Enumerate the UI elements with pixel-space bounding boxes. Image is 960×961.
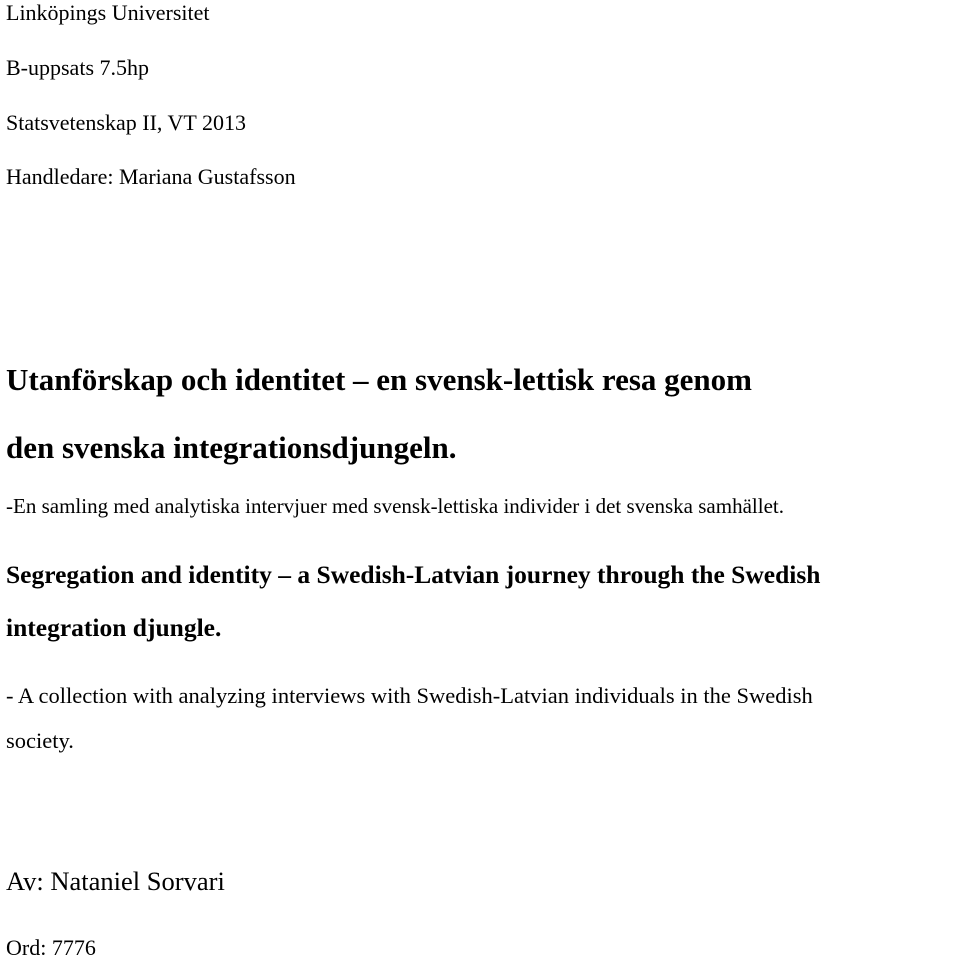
course-name: Statsvetenskap II, VT 2013	[6, 110, 246, 135]
university-name: Linköpings Universitet	[6, 0, 210, 25]
author: Av: Nataniel Sorvari	[6, 866, 225, 896]
english-title-line-2: integration djungle.	[6, 613, 222, 642]
supervisor: Handledare: Mariana Gustafsson	[6, 164, 296, 189]
english-subtitle-line-1: - A collection with analyzing interviews with Swedish-Latvian individuals in the Swedish	[6, 683, 813, 708]
english-subtitle-line-2: society.	[6, 728, 74, 753]
swedish-subtitle: -En samling med analytiska intervjuer med svensk-lettiska individer i det svenska samhället.	[6, 494, 784, 518]
course-type: B-uppsats 7.5hp	[6, 55, 149, 80]
swedish-title-line-1: Utanförskap och identitet – en svensk-lettisk resa genom	[6, 362, 752, 397]
swedish-title-line-2: den svenska integrationsdjungeln.	[6, 430, 457, 465]
english-title-line-1: Segregation and identity – a Swedish-Latvian journey through the Swedish	[6, 560, 821, 589]
word-count: Ord: 7776	[6, 935, 96, 960]
